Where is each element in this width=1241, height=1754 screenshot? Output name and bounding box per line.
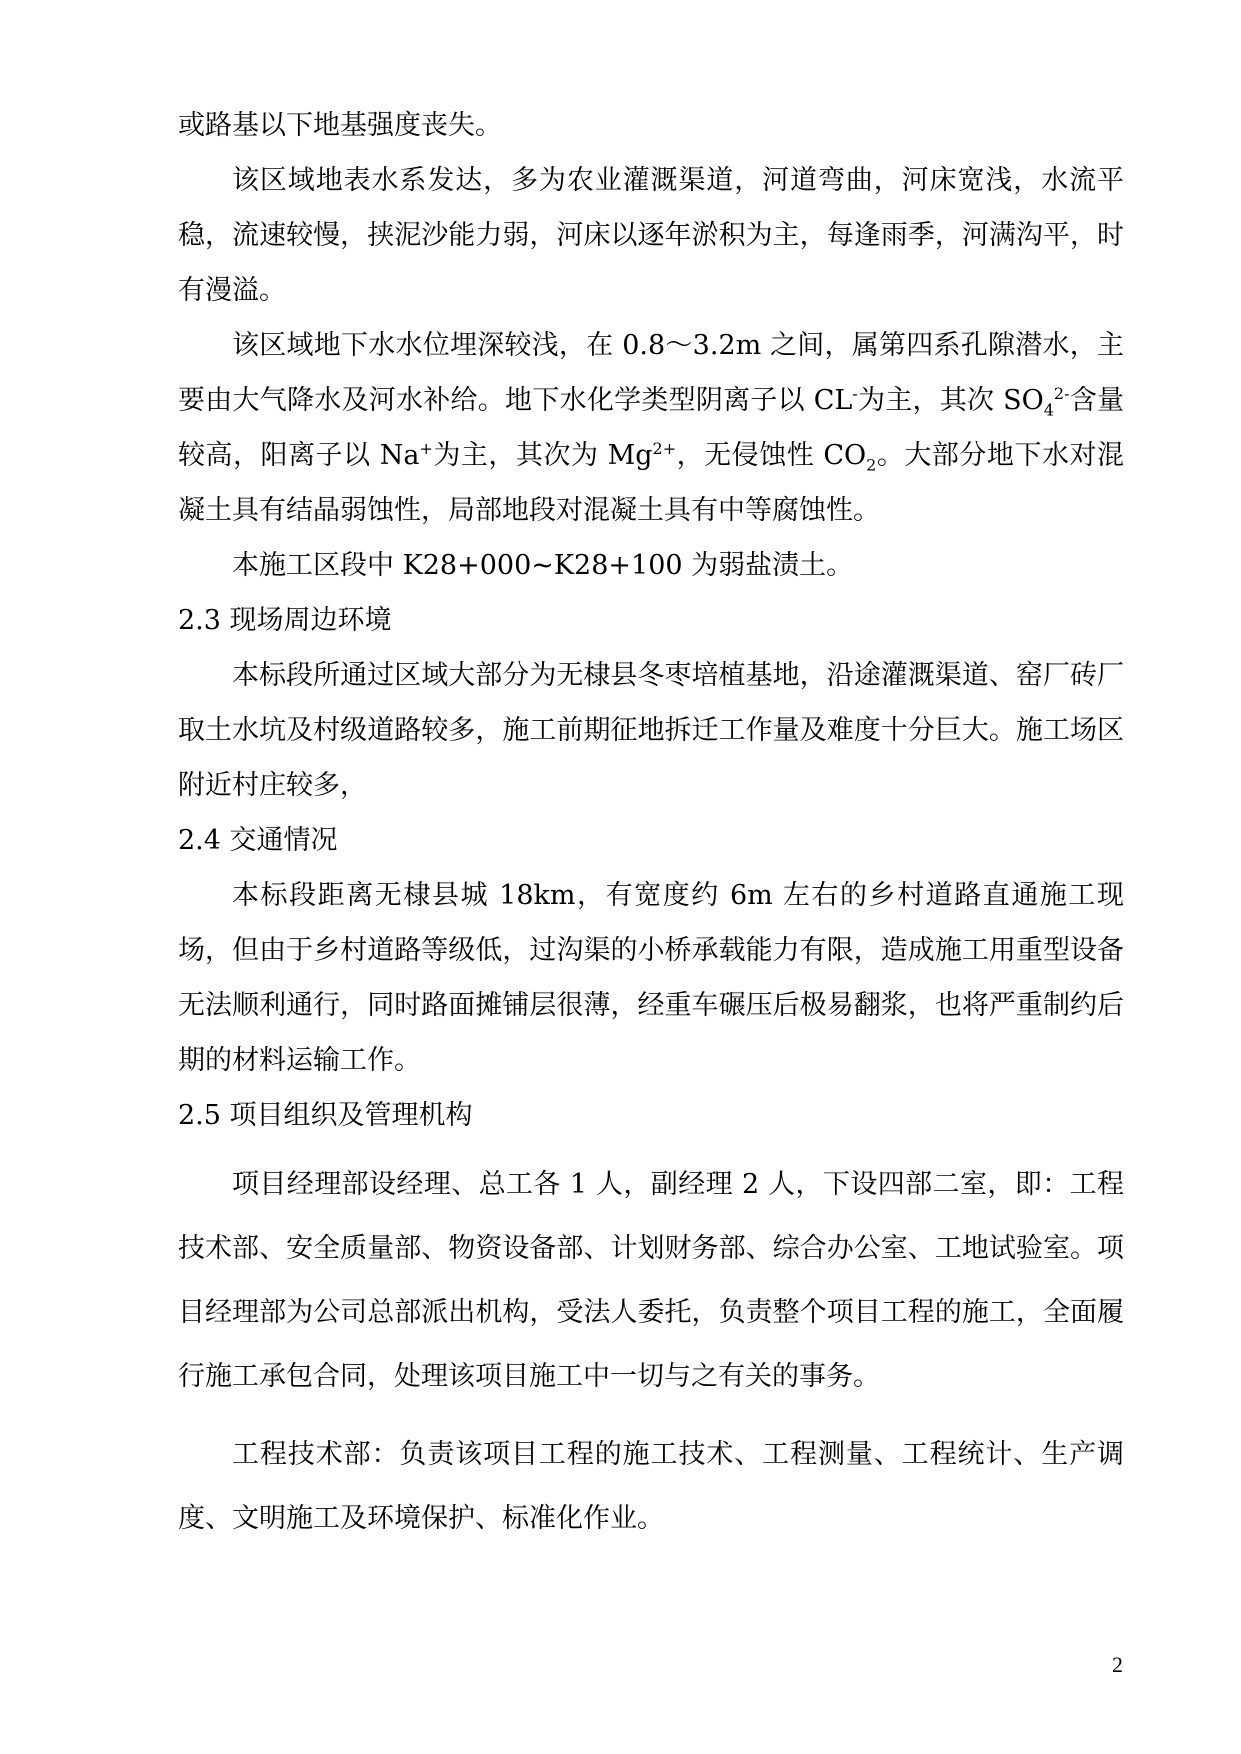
paragraph-surroundings: 本标段所通过区域大部分为无棣县冬枣培植基地，沿途灌溉渠道、窑厂砖厂取土水坑及村级道路较多，施工前期征地拆迁工作量及难度十分巨大。施工场区附近村庄较多，: [178, 660, 1124, 801]
sodium-charge: +: [419, 439, 433, 458]
document-body: [178, 98, 1124, 1551]
chloride-charge: -: [852, 384, 858, 403]
groundwater-text-5: ，无侵蚀性 CO: [676, 440, 867, 471]
groundwater-text-6: 。大部分地下水对混凝土具有结晶弱蚀性，局部地段对混凝土具有中等腐蚀性。: [178, 440, 1124, 526]
section-heading-2-4: 2.4 交通情况: [178, 825, 338, 856]
page-number: 2: [1112, 1652, 1123, 1677]
groundwater-text-1: 该区域地下水水位埋深较浅，在 0.8～3.2m 之间，属第四系孔隙潜水，主要由大气降水及河水补给。地下水化学类型阴离子以 CL: [178, 330, 1124, 416]
paragraph-strength-loss: 或路基以下地基强度丧失。: [178, 110, 502, 141]
paragraph-surface-water: 该区域地表水系发达，多为农业灌溉渠道，河道弯曲，河床宽浅，水流平稳，流速较慢，挟泥沙能力弱，河床以逐年淤积为主，每逢雨季，河满沟平，时有漫溢。: [178, 165, 1124, 306]
groundwater-text-3: 含量较高，阳离子以 Na: [178, 385, 1125, 471]
section-heading-2-3: 2.3 现场周边环境: [178, 605, 392, 636]
section-heading-2-5: 2.5 项目组织及管理机构: [178, 1100, 473, 1131]
paragraph-organization: 项目经理部设经理、总工各 1 人，副经理 2 人，下设四部二室，即：工程技术部、安全质量部、物资设备部、计划财务部、综合办公室、工地试验室。项目经理部为公司总部派出机构，受法人委托，负责整个项目工程的施工，全面履行施工承包合同，处理该项目施工中一切与之有关的事务。: [178, 1169, 1124, 1392]
paragraph-groundwater: [178, 318, 1124, 538]
paragraph-traffic: 本标段距离无棣县城 18km，有宽度约 6m 左右的乡村道路直通施工现场，但由于乡村道路等级低，过沟渠的小桥承载能力有限，造成施工用重型设备无法顺利通行，同时路面摊铺层很薄，经重车碾压后极易翻浆，也将严重制约后期的材料运输工作。: [178, 880, 1124, 1076]
paragraph-saline-soil: 本施工区段中 K28+000~K28+100 为弱盐渍土。: [232, 550, 854, 581]
paragraph-tech-department: 工程技术部：负责该项目工程的施工技术、工程测量、工程统计、生产调度、文明施工及环境保护、标准化作业。: [178, 1439, 1124, 1534]
groundwater-text-2: 为主，其次 SO: [857, 385, 1044, 416]
magnesium-charge: 2+: [652, 439, 677, 458]
sulfate-charge: 2-: [1053, 384, 1070, 403]
sulfate-subscript: 4: [1043, 400, 1054, 420]
co2-subscript: 2: [866, 455, 877, 475]
groundwater-text-4: 为主，其次为 Mg: [432, 440, 653, 471]
